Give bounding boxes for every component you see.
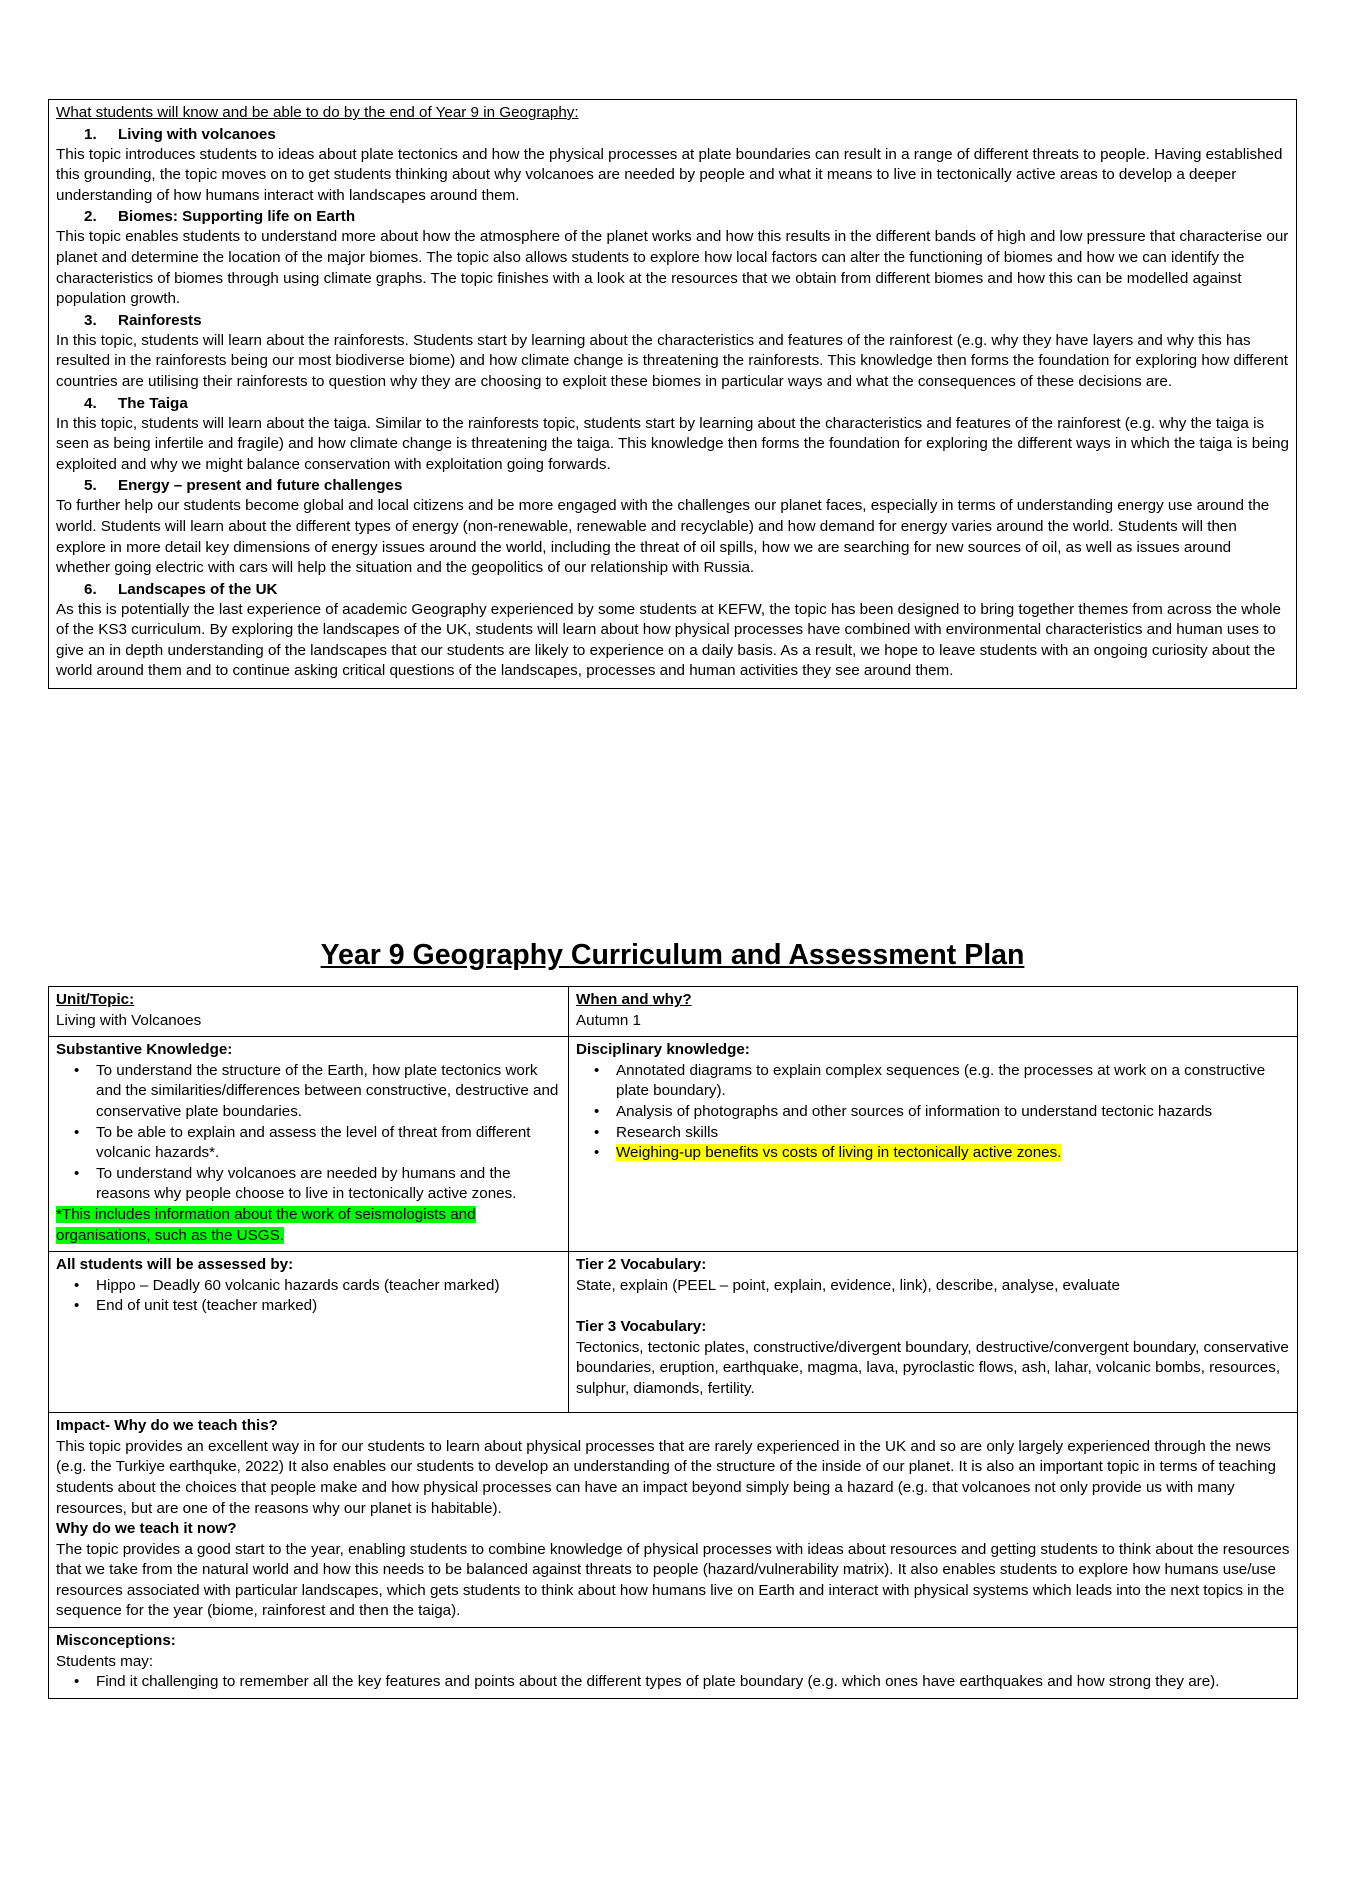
misconceptions-intro: Students may: bbox=[56, 1652, 154, 1670]
why-now-label: Why do we teach it now? bbox=[56, 1520, 237, 1538]
list-item: • Analysis of photographs and other sources of information to understand tectonic hazards bbox=[616, 1102, 1290, 1123]
substantive-note-text: *This includes information about the work of seismologists and organisations, such as the USGS. bbox=[56, 1205, 476, 1244]
unit-topic-value: Living with Volcanoes bbox=[56, 1011, 202, 1029]
intro-topic-label-3: Rainforests bbox=[118, 311, 202, 329]
intro-topic-label-6: Landscapes of the UK bbox=[118, 580, 278, 598]
misconceptions-list bbox=[56, 1672, 1290, 1693]
disciplinary-label: Disciplinary knowledge: bbox=[576, 1041, 750, 1059]
intro-heading: What students will know and be able to do by the end of Year 9 in Geography: bbox=[56, 104, 579, 121]
disciplinary-highlighted-text: Weighing-up benefits vs costs of living in tectonically active zones. bbox=[616, 1144, 1062, 1162]
table-row-unit bbox=[49, 987, 1298, 1037]
intro-topic-title-5 bbox=[56, 475, 1289, 496]
intro-topic-number-1: 1. bbox=[84, 125, 97, 143]
intro-topic-body-4: In this topic, students will learn about the taiga. Similar to the rainforests topic, students start by learning about the characteristics and features of the rainforest (e.g. why the taiga is seen as being infertile and fragile) and how climate change is threatening the taiga. This knowledge then forms the foundation for exploring the different ways in which the taiga is being exploited and why we might balance conservation with exploitation going forwards. bbox=[56, 414, 1289, 473]
cell-unit-topic bbox=[49, 987, 569, 1037]
cell-when-why bbox=[569, 987, 1298, 1037]
cell-misconceptions bbox=[49, 1628, 1298, 1699]
intro-topic-title-1 bbox=[56, 124, 1289, 145]
intro-topic-body-2: This topic enables students to understand more about how the atmosphere of the planet works and how this results in the different bands of high and low pressure that characterise our planet and determine the location of the major biomes. The topic also allows students to explore how local factors can alter the functioning of biomes and how we can identify the characteristics of biomes through using climate graphs. The topic finishes with a look at the resources that we obtain from different biomes and how this can be modelled against population growth. bbox=[56, 228, 1289, 308]
substantive-label: Substantive Knowledge: bbox=[56, 1041, 233, 1059]
tier2-label: Tier 2 Vocabulary: bbox=[576, 1256, 707, 1274]
intro-topic-body-6: As this is potentially the last experience of academic Geography experienced by some students at KEFW, the topic has been designed to bring together themes from across the whole of the KS3 curriculum. By exploring the landscapes of the UK, students will learn about how physical processes have combined with environmental characteristics and human uses to give an in depth understanding of the landscapes that our students are likely to experience on a daily basis. As a result, we hope to leave students with an ongoing curiosity about the world around them and to continue asking critical questions of the landscapes, processes and human activities they see around them. bbox=[56, 600, 1281, 680]
intro-topic-number-6: 6. bbox=[84, 580, 97, 598]
list-item: • Find it challenging to remember all the key features and points about the different types of plate boundary (e.g. which ones have earthquakes and how strong they are). bbox=[96, 1672, 1290, 1693]
when-why-label: When and why? bbox=[576, 991, 692, 1008]
intro-topic-body-5: To further help our students become global and local citizens and be more engaged with the challenges our planet faces, especially in terms of understanding energy use around the world. Students will learn about the different types of energy (non-renewable, renewable and recyclable) and how demand for energy varies around the world. Students will then explore in more detail key dimensions of energy issues around the world, including the threat of oil spills, how we are searching for new sources of oil, as well as issues around whether going electric with cars will help the situation and the geopolitics of our relationship with Russia. bbox=[56, 497, 1270, 577]
table-row-impact bbox=[49, 1413, 1298, 1628]
intro-topic-title-6 bbox=[56, 579, 1289, 600]
list-item: • Annotated diagrams to explain complex sequences (e.g. the processes at work on a constructive plate boundary). bbox=[616, 1061, 1290, 1102]
impact-body: This topic provides an excellent way in for our students to learn about physical processes that are rarely experienced in the UK and so are only largely experienced through the news (e.g. the Turkiye earthquke, 2022) It also enables our students to develop an understanding of the structure of the inside of our planet. It is also an important topic in terms of teaching students about the choices that people make and how physical processes can have an impact beyond simply being a hazard (e.g. that volcanoes not only provide us with many resources, but are one of the reasons why our planet is habitable). bbox=[56, 1437, 1276, 1517]
table-row-misconceptions bbox=[49, 1628, 1298, 1699]
cell-substantive-knowledge bbox=[49, 1037, 569, 1252]
page-title-text: Year 9 Geography Curriculum and Assessment Plan bbox=[320, 939, 1025, 971]
intro-topic-title-3 bbox=[56, 310, 1289, 331]
list-item: • Hippo – Deadly 60 volcanic hazards cards (teacher marked) bbox=[96, 1276, 561, 1297]
list-item: • To understand why volcanoes are needed by humans and the reasons why people choose to live in tectonically active zones. bbox=[96, 1164, 561, 1205]
vocabulary-spacer bbox=[576, 1296, 1290, 1317]
page-title bbox=[48, 938, 1297, 972]
table-row-assessment bbox=[49, 1252, 1298, 1413]
list-item: • To understand the structure of the Earth, how plate tectonics work and the similarities/differences between constructive, destructive and conservative plate boundaries. bbox=[96, 1061, 561, 1123]
intro-topic-title-4 bbox=[56, 393, 1289, 414]
tier3-value: Tectonics, tectonic plates, constructive/divergent boundary, destructive/convergent boundary, conservative boundaries, eruption, earthquake, magma, lava, pyroclastic flows, ash, lahar, volcanic bombs, resources, sulphur, diamonds, fertility. bbox=[576, 1338, 1289, 1397]
substantive-list bbox=[56, 1061, 561, 1205]
intro-topic-body-3: In this topic, students will learn about the rainforests. Students start by learning about the characteristics and features of the rainforest (e.g. why they have layers and why this has resulted in the rainforests being our most biodiverse biome) and how climate change is threatening the rainforests. This knowledge then forms the foundation for exploring how different countries are utilising their rainforests to question why they are choosing to exploit these biomes in particular ways and what the consequences of these decisions are. bbox=[56, 331, 1289, 390]
table-row-knowledge bbox=[49, 1037, 1298, 1252]
curriculum-plan-table bbox=[48, 986, 1298, 1699]
why-now-body: The topic provides a good start to the year, enabling students to combine knowledge of physical processes with ideas about resources and getting students to think about the resources that we take from the natural world and how this needs to be balanced against threats to people (hazard/vulnerability matrix). It also enables students to explore how humans use/use resources associated with particular landscapes, which gets students to think about how humans live on Earth and interact with physical systems which leads into the next topics in the sequence for the year (biome, rainforest and then the taiga). bbox=[56, 1540, 1290, 1620]
list-item: • Research skills bbox=[616, 1123, 1290, 1144]
intro-topic-number-2: 2. bbox=[84, 208, 97, 226]
assessment-list bbox=[56, 1276, 561, 1317]
tier3-label: Tier 3 Vocabulary: bbox=[576, 1317, 707, 1335]
impact-label: Impact- Why do we teach this? bbox=[56, 1417, 278, 1435]
list-item: • End of unit test (teacher marked) bbox=[96, 1296, 561, 1317]
intro-topic-label-5: Energy – present and future challenges bbox=[118, 477, 403, 495]
intro-topic-number-3: 3. bbox=[84, 311, 97, 329]
intro-topic-label-1: Living with volcanoes bbox=[118, 125, 276, 143]
tier2-value: State, explain (PEEL – point, explain, evidence, link), describe, analyse, evaluate bbox=[576, 1276, 1120, 1294]
intro-topic-label-4: The Taiga bbox=[118, 394, 188, 412]
list-item-highlighted bbox=[616, 1143, 1290, 1164]
cell-impact bbox=[49, 1413, 1298, 1628]
disciplinary-list bbox=[576, 1061, 1290, 1164]
cell-disciplinary-knowledge bbox=[569, 1037, 1298, 1252]
intro-topic-number-5: 5. bbox=[84, 477, 97, 495]
intro-topic-label-2: Biomes: Supporting life on Earth bbox=[118, 208, 356, 226]
misconceptions-label: Misconceptions: bbox=[56, 1632, 176, 1650]
intro-topic-number-4: 4. bbox=[84, 394, 97, 412]
when-why-value: Autumn 1 bbox=[576, 1011, 642, 1029]
intro-overview-box bbox=[48, 99, 1297, 689]
cell-assessment bbox=[49, 1252, 569, 1413]
cell-vocabulary bbox=[569, 1252, 1298, 1413]
list-item: • To be able to explain and assess the level of threat from different volcanic hazards*. bbox=[96, 1123, 561, 1164]
intro-topic-body-1: This topic introduces students to ideas about plate tectonics and how the physical processes at plate boundaries can result in a range of different threats to people. Having established this grounding, the topic moves on to get students thinking about why volcanoes are needed by people and what it means to live in tectonically active areas to develop a deeper understanding of how humans interact with landscapes around them. bbox=[56, 145, 1283, 204]
assessment-label: All students will be assessed by: bbox=[56, 1256, 294, 1274]
intro-topic-title-2 bbox=[56, 206, 1289, 227]
unit-topic-label: Unit/Topic: bbox=[56, 991, 135, 1008]
substantive-note bbox=[56, 1205, 561, 1246]
